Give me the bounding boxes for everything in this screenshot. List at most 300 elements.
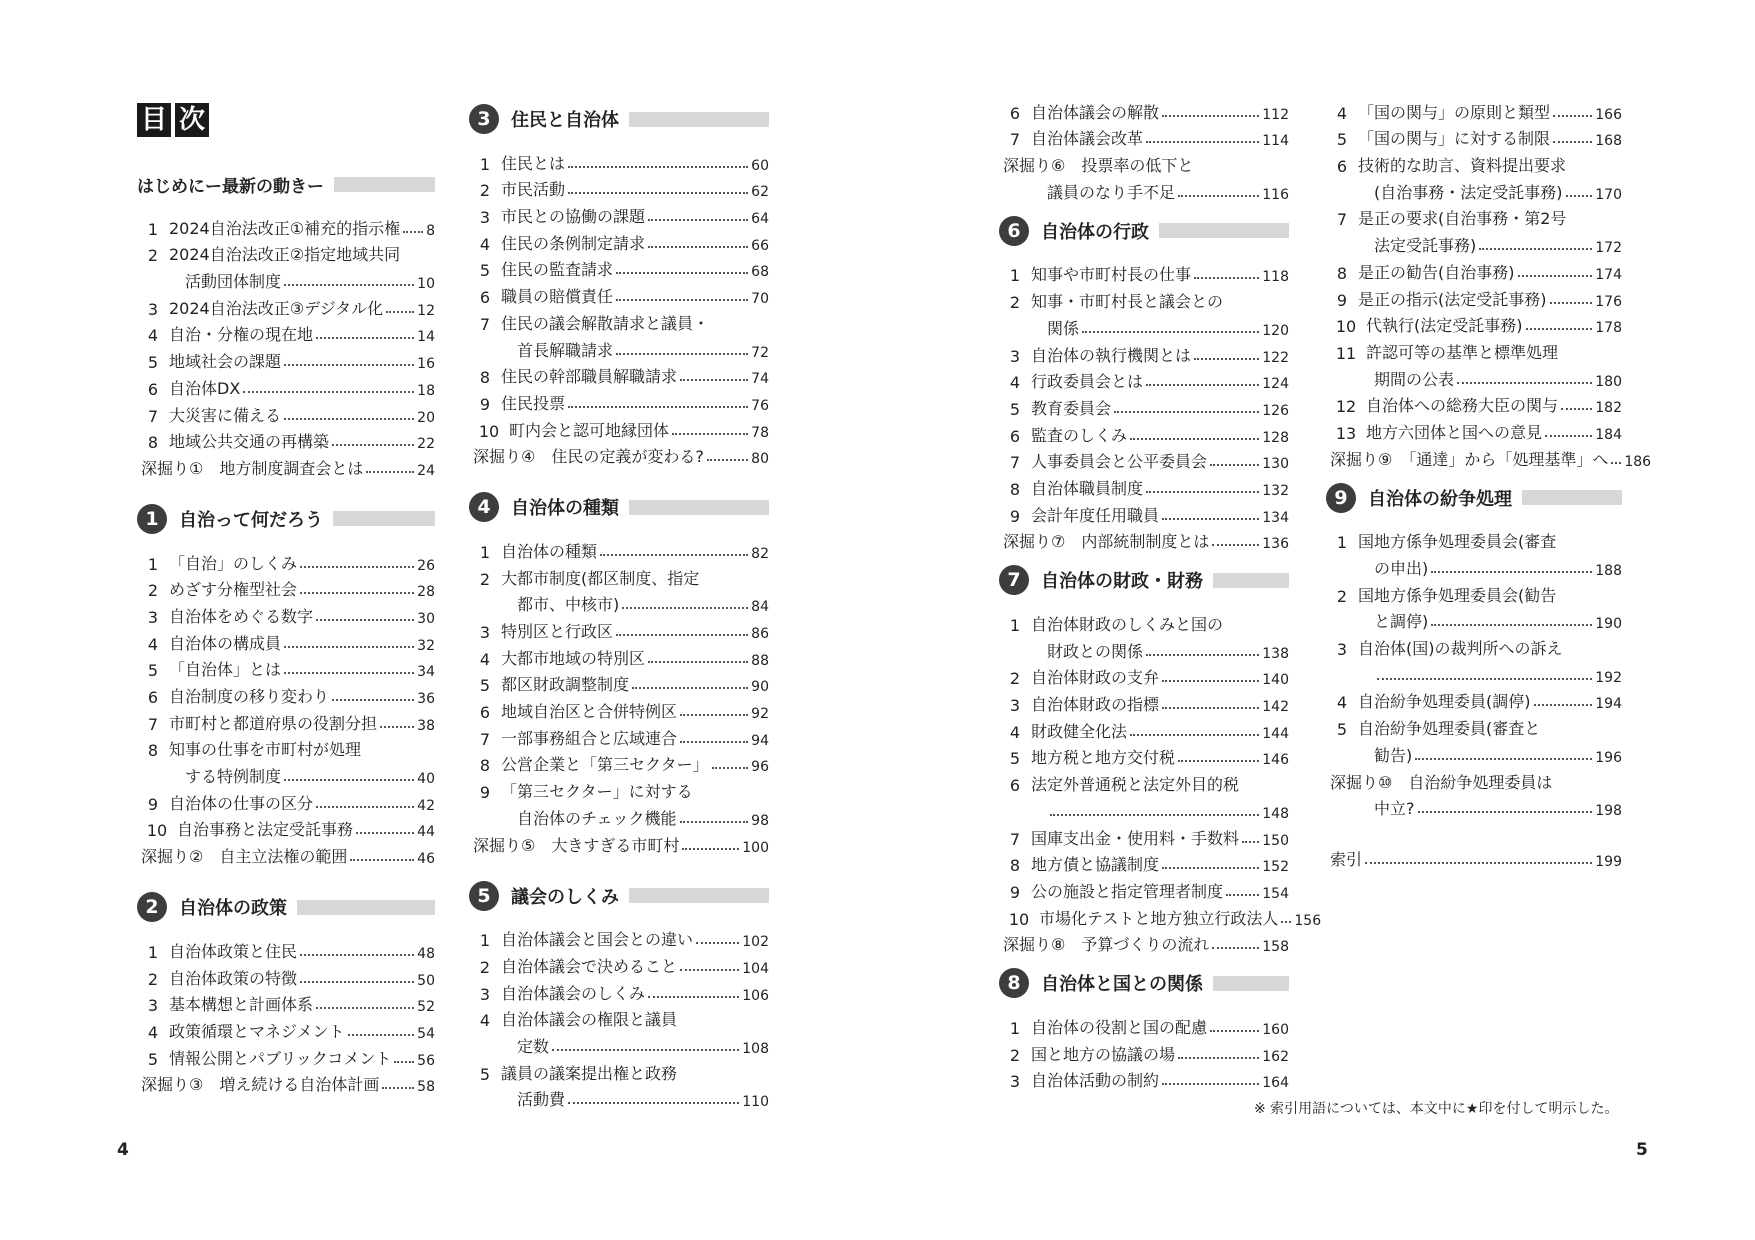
toc-column-3: [999, 96, 1322, 1092]
entry-number: 1: [147, 219, 159, 239]
toc-entry[interactable]: [999, 392, 1289, 419]
entry-page: 160: [1262, 1021, 1289, 1038]
entry-title: 深掘り④ 住民の定義が変わる?: [473, 447, 704, 467]
toc-entry[interactable]: [999, 312, 1289, 339]
leader-dots: [316, 806, 414, 808]
toc-entry[interactable]: [1326, 632, 1622, 659]
toc-entry[interactable]: [137, 989, 435, 1016]
entry-number: 11: [1335, 343, 1357, 363]
leader-dots: [284, 672, 414, 674]
entry-title: 自治体議会で決めること: [501, 956, 678, 976]
entry-number: 9: [479, 783, 491, 803]
entry-number: 3: [1336, 640, 1348, 660]
chapter-7-items: [999, 608, 1322, 956]
entry-title: 法定受託事務): [1374, 236, 1477, 256]
leader-dots: [1146, 384, 1259, 386]
leader-dots: [1553, 141, 1592, 143]
entry-title: 自治体政策と住民: [169, 941, 298, 961]
toc-entry[interactable]: [1326, 283, 1622, 310]
toc-entry[interactable]: [1326, 686, 1622, 713]
toc-entry[interactable]: [469, 775, 769, 802]
leader-dots: [672, 433, 748, 435]
toc-entry[interactable]: [1326, 552, 1622, 579]
toc-entry[interactable]: [469, 227, 769, 254]
entry-number: 10: [1008, 909, 1030, 929]
toc-entry[interactable]: [469, 562, 769, 589]
entry-number: 8: [1336, 263, 1348, 283]
entry-number: 10: [146, 821, 168, 841]
toc-entry[interactable]: [469, 535, 769, 562]
toc-entry[interactable]: [999, 499, 1289, 526]
toc-entry[interactable]: [137, 265, 435, 292]
toc-entry[interactable]: [137, 935, 435, 962]
entry-number: 4: [479, 1011, 491, 1031]
leader-dots: [680, 741, 748, 743]
entry-number: 3: [1009, 1072, 1021, 1092]
toc-entry[interactable]: [137, 212, 435, 239]
entry-title: 住民の監査請求: [501, 260, 614, 280]
entry-number: 5: [147, 1049, 159, 1069]
toc-entry[interactable]: [137, 654, 435, 681]
leader-dots: [1550, 302, 1593, 304]
toc-entry[interactable]: [469, 589, 769, 616]
toc-entry[interactable]: [137, 1042, 435, 1069]
toc-entry[interactable]: [1326, 256, 1622, 283]
chapter-9-items: [1326, 526, 1622, 820]
entry-number: 3: [147, 607, 159, 627]
toc-entry[interactable]: [469, 174, 769, 201]
entry-title: 「国の関与」に対する制限: [1358, 129, 1551, 149]
entry-page: 132: [1262, 482, 1289, 499]
chapter-1-heading: 1 自治って何だろう: [137, 503, 435, 535]
toc-entry[interactable]: [469, 280, 769, 307]
toc-entry[interactable]: [999, 902, 1322, 929]
leader-dots: [1146, 491, 1259, 493]
toc-entry[interactable]: [999, 419, 1289, 446]
toc-entry[interactable]: [999, 1011, 1289, 1038]
entry-page: 122: [1262, 349, 1289, 366]
chapter-4-items: [469, 535, 769, 855]
chapter-7-heading: 7 自治体の財政・財務: [999, 564, 1289, 596]
entry-number: 1: [147, 942, 159, 962]
toc-entry[interactable]: [1326, 390, 1622, 417]
entry-number: 1: [1009, 616, 1021, 635]
entry-title: 国庫支出金・使用料・手数料: [1031, 828, 1240, 848]
leader-dots: [1162, 680, 1259, 682]
toc-entry[interactable]: [1326, 416, 1622, 443]
entry-title: 関係: [1047, 318, 1080, 338]
entry-title: 自治体の執行機関とは: [1031, 345, 1192, 365]
toc-entry[interactable]: [1326, 659, 1622, 686]
toc-entry[interactable]: [469, 147, 769, 174]
toc-entry[interactable]: [999, 795, 1289, 822]
entry-number: 4: [479, 234, 491, 254]
leader-dots: [300, 981, 414, 983]
entry-title: 国地方係争処理委員会(審査: [1358, 532, 1557, 552]
section-heading-intro: はじめにー最新の動きー: [137, 168, 435, 200]
entry-title: めざす分権型社会: [169, 580, 298, 600]
entry-number: 2: [1336, 586, 1348, 606]
entry-title: 技術的な助言、資料提出要求: [1358, 156, 1567, 176]
chapter-4-heading: 4 自治体の種類: [469, 491, 769, 523]
entry-page: 94: [751, 732, 769, 749]
toc-entry[interactable]: [999, 339, 1289, 366]
entry-title: 国地方係争処理委員会(勧告: [1358, 585, 1557, 605]
toc-entry[interactable]: [469, 669, 769, 696]
entry-number: 9: [1009, 882, 1021, 902]
entry-title: 自治体議会改革: [1031, 129, 1144, 149]
leader-dots: [332, 699, 414, 701]
toc-entry[interactable]: [469, 441, 769, 468]
entry-page: 186: [1624, 453, 1652, 470]
entry-title: 基本構想と計画体系: [169, 995, 314, 1015]
toc-entry[interactable]: [1326, 579, 1622, 606]
entry-number: 6: [1336, 157, 1348, 177]
entry-number: 7: [479, 729, 491, 749]
toc-column-2: [469, 103, 769, 1110]
toc-entry[interactable]: [469, 1057, 769, 1084]
leader-dots: [622, 607, 748, 609]
toc-entry[interactable]: [999, 526, 1289, 553]
chapter-2-heading: 2 自治体の政策: [137, 891, 435, 923]
toc-entry[interactable]: [1326, 176, 1622, 203]
toc-entry[interactable]: [469, 200, 769, 227]
leader-dots: [1415, 758, 1592, 760]
entry-title: 市民活動: [501, 180, 566, 200]
entry-title: 自治体財政の支弁: [1031, 668, 1160, 688]
entry-page: 86: [751, 626, 769, 642]
entry-title: 自治体活動の制約: [1031, 1071, 1160, 1091]
leader-dots: [1146, 654, 1259, 656]
leader-dots: [1377, 678, 1592, 680]
entry-page: 196: [1595, 749, 1622, 766]
entry-page: 92: [751, 706, 769, 723]
toc-entry[interactable]: [1326, 443, 1652, 470]
toc-entry[interactable]: [1326, 149, 1622, 176]
entry-title: 知事の仕事を市町村が処理: [169, 740, 362, 760]
entry-page: 118: [1262, 269, 1289, 286]
leader-dots: [682, 848, 739, 850]
entry-page: 12: [417, 302, 435, 319]
entry-title: 期間の公表: [1374, 369, 1455, 389]
toc-entry[interactable]: [469, 615, 769, 642]
leader-dots: [568, 166, 748, 168]
toc-entry[interactable]: [137, 760, 435, 787]
toc-entry[interactable]: [1326, 739, 1622, 766]
entry-title: 都市、中核市): [517, 595, 620, 615]
toc-entry[interactable]: [1326, 123, 1622, 150]
toc-entry[interactable]: [137, 574, 435, 601]
toc-entry[interactable]: [1326, 310, 1622, 337]
entry-number: 4: [1336, 693, 1348, 713]
entry-title: 自治体財政のしくみと国の: [1031, 615, 1224, 634]
toc-entry[interactable]: [469, 1084, 769, 1111]
leader-dots: [696, 942, 739, 944]
entry-number: 3: [479, 984, 491, 1004]
entry-title: 是正の要求(自治事務・第2号: [1358, 209, 1567, 229]
toc-entry[interactable]: [999, 366, 1289, 393]
toc-entry[interactable]: [137, 547, 435, 574]
toc-entry[interactable]: [999, 875, 1289, 902]
toc-entry[interactable]: [137, 707, 435, 734]
toc-entry[interactable]: [469, 924, 769, 951]
entry-page: 178: [1595, 320, 1622, 337]
entry-page: 36: [417, 691, 435, 707]
toc-entry[interactable]: [469, 307, 769, 334]
entry-page: 144: [1262, 725, 1289, 742]
toc-entry[interactable]: [999, 1065, 1289, 1092]
toc-entry[interactable]: [1326, 336, 1622, 363]
toc-entry[interactable]: [137, 426, 435, 453]
toc-entry[interactable]: [137, 680, 435, 707]
entry-number: 6: [1009, 776, 1021, 796]
entry-page: 168: [1595, 133, 1622, 150]
leader-dots: [1162, 1083, 1259, 1085]
entry-title: 自治紛争処理委員(調停): [1358, 692, 1531, 712]
chapter-8-items: [999, 1011, 1289, 1091]
entry-title: 2024自治法改正③デジタル化: [169, 298, 384, 318]
toc-entry[interactable]: [137, 962, 435, 989]
entry-title: 会計年度任用職員: [1031, 505, 1160, 525]
toc-entry[interactable]: [999, 259, 1289, 286]
chapter-6-heading: 6 自治体の行政: [999, 215, 1289, 247]
toc-entry[interactable]: [999, 768, 1289, 795]
toc-entry[interactable]: [999, 822, 1289, 849]
toc-entry[interactable]: [999, 662, 1289, 689]
toc-entry[interactable]: [137, 840, 435, 867]
entry-page: 100: [742, 839, 769, 856]
toc-entry[interactable]: [469, 334, 769, 361]
toc-entry[interactable]: [1326, 766, 1622, 793]
entry-title: 自治体議会と国会との違い: [501, 930, 694, 950]
toc-entry[interactable]: [1326, 526, 1622, 553]
toc-entry[interactable]: [137, 452, 435, 479]
toc-entry[interactable]: [469, 695, 769, 722]
entry-number: 6: [147, 688, 159, 707]
entry-page: 64: [751, 211, 769, 228]
toc-entry[interactable]: [999, 1038, 1289, 1065]
leader-dots: [648, 661, 748, 663]
toc-entry[interactable]: [999, 635, 1289, 662]
toc-entry[interactable]: [469, 642, 769, 669]
toc-entry[interactable]: [999, 149, 1289, 176]
toc-entry[interactable]: [1326, 712, 1622, 739]
leader-dots: [394, 1061, 414, 1063]
toc-entry[interactable]: [999, 176, 1289, 203]
entry-title: 「第三セクター」に対する: [501, 782, 693, 802]
entry-page: 60: [751, 157, 769, 174]
entry-number: 6: [147, 379, 159, 399]
entry-page: 98: [751, 812, 769, 829]
entry-title: 自治体政策の特徴: [169, 968, 298, 988]
entry-number: 10: [478, 421, 500, 441]
toc-entry[interactable]: [999, 929, 1289, 956]
entry-title: 職員の賠償責任: [501, 287, 614, 307]
leader-dots: [680, 821, 749, 823]
entry-number: 2: [1009, 293, 1021, 313]
entry-number: 2: [479, 957, 491, 977]
entry-number: 3: [1009, 696, 1021, 716]
entry-number: 7: [1009, 130, 1021, 150]
entry-number: 7: [147, 406, 159, 426]
leader-dots: [680, 379, 748, 381]
toc-entry[interactable]: [1326, 96, 1622, 123]
leader-dots: [350, 859, 414, 861]
entry-page: 190: [1595, 616, 1622, 633]
entry-page: 184: [1595, 426, 1622, 443]
leader-dots: [284, 418, 414, 420]
entry-title: 情報公開とパブリックコメント: [169, 1048, 392, 1068]
toc-entry[interactable]: [999, 285, 1289, 312]
toc-entry[interactable]: [137, 1069, 435, 1096]
entry-title: 勧告): [1374, 745, 1413, 765]
toc-entry[interactable]: [469, 977, 769, 1004]
toc-entry[interactable]: [137, 345, 435, 372]
entry-number: 12: [1335, 397, 1357, 417]
entry-title: 深掘り⑨ 「通達」から「処理基準」へ: [1330, 449, 1609, 469]
chapter-6-items: [999, 259, 1289, 553]
leader-dots: [1431, 571, 1592, 573]
entry-number: 4: [1009, 373, 1021, 393]
toc-entry[interactable]: [999, 742, 1289, 769]
entry-page: 68: [751, 264, 769, 281]
entry-number: 5: [479, 676, 491, 696]
toc-entry[interactable]: [999, 472, 1289, 499]
entry-number: 2: [147, 969, 159, 989]
entry-number: 1: [1336, 533, 1348, 553]
entry-page: 72: [751, 344, 769, 361]
entry-title: 人事委員会と公平委員会: [1031, 452, 1208, 472]
entry-page: 16: [417, 356, 435, 373]
toc-entry[interactable]: [137, 239, 435, 266]
leader-dots: [1561, 408, 1592, 410]
toc-entry[interactable]: [469, 1030, 769, 1057]
toc-entry[interactable]: [137, 319, 435, 346]
entry-page: 128: [1262, 429, 1289, 446]
toc-entry[interactable]: [137, 787, 435, 814]
toc-entry[interactable]: [469, 1004, 769, 1031]
toc-entry[interactable]: [469, 829, 769, 856]
leader-dots: [382, 1087, 414, 1089]
toc-entry[interactable]: [1326, 203, 1622, 230]
leader-dots: [648, 996, 739, 998]
entry-page: 142: [1262, 699, 1289, 716]
entry-number: 3: [147, 299, 159, 319]
entry-page: 88: [751, 652, 769, 669]
leader-dots: [1162, 115, 1259, 117]
toc-entry[interactable]: [137, 399, 435, 426]
leader-dots: [1457, 382, 1592, 384]
leader-dots: [568, 192, 748, 194]
toc-entry[interactable]: [1326, 229, 1622, 256]
entry-page: 174: [1595, 266, 1622, 283]
toc-entry[interactable]: [1326, 363, 1622, 390]
chapter-8-heading: 8 自治体と国との関係: [999, 967, 1289, 999]
toc-entry[interactable]: [469, 802, 769, 829]
toc-entry[interactable]: [137, 627, 435, 654]
entry-page: 8: [426, 222, 435, 239]
toc-entry[interactable]: [469, 414, 769, 441]
leader-dots: [1050, 814, 1259, 816]
toc-entry[interactable]: [137, 734, 435, 761]
toc-entry[interactable]: [999, 849, 1289, 876]
entry-title: 都区財政調整制度: [501, 675, 630, 695]
entry-title: 「自治体」とは: [169, 660, 282, 680]
toc-entry[interactable]: [999, 96, 1289, 123]
entry-title: 活動費: [517, 1090, 566, 1110]
leader-dots: [1130, 734, 1259, 736]
toc-entry[interactable]: [137, 814, 435, 841]
toc-entry[interactable]: [469, 387, 769, 414]
leader-dots: [284, 364, 414, 366]
leader-dots: [568, 1102, 739, 1104]
entry-number: 8: [479, 368, 491, 388]
entry-page: 46: [417, 851, 435, 868]
toc-entry[interactable]: [137, 372, 435, 399]
toc-entry[interactable]: [137, 1015, 435, 1042]
entry-title: 地方債と協議制度: [1031, 855, 1160, 875]
leader-dots: [316, 337, 414, 339]
entry-number: 2: [479, 569, 491, 589]
toc-entry[interactable]: [999, 123, 1289, 150]
toc-entry[interactable]: [999, 688, 1289, 715]
page-number-right: 5: [1636, 1140, 1648, 1160]
entry-number: 5: [147, 353, 159, 373]
leader-dots: [1242, 841, 1259, 843]
toc-entry[interactable]: [1326, 793, 1622, 820]
toc-entry[interactable]: [999, 608, 1289, 635]
toc-entry[interactable]: [469, 722, 769, 749]
entry-number: 7: [1009, 829, 1021, 849]
toc-entry[interactable]: [469, 950, 769, 977]
toc-entry[interactable]: [137, 600, 435, 627]
entry-page: 34: [417, 664, 435, 681]
leader-dots: [616, 353, 748, 355]
entry-title: 深掘り② 自主立法権の範囲: [141, 847, 348, 867]
entry-page: 54: [417, 1025, 435, 1042]
entry-title: 知事・市町村長と議会との: [1031, 292, 1224, 312]
entry-page: 28: [417, 584, 435, 601]
toc-entry[interactable]: [469, 361, 769, 388]
entry-page: 136: [1262, 536, 1289, 553]
entry-title: 「国の関与」の原則と類型: [1358, 102, 1551, 122]
entry-number: 3: [147, 996, 159, 1016]
entry-page: 152: [1262, 859, 1289, 876]
toc-entry[interactable]: [469, 254, 769, 281]
entry-page: 96: [751, 759, 769, 776]
entry-number: 7: [147, 714, 159, 734]
entry-number: 8: [479, 756, 491, 776]
toc-entry[interactable]: [999, 715, 1289, 742]
entry-title: 自治体の役割と国の配慮: [1031, 1017, 1208, 1037]
index-entry[interactable]: 索引 199: [1330, 849, 1622, 870]
leader-dots: [1545, 435, 1592, 437]
toc-entry[interactable]: [469, 749, 769, 776]
entry-page: 66: [751, 237, 769, 254]
entry-title: 法定外普通税と法定外目的税: [1031, 775, 1240, 795]
entry-number: 1: [1009, 266, 1021, 286]
entry-page: 30: [417, 610, 435, 627]
entry-title: 大都市地域の特別区: [501, 648, 646, 668]
entry-page: 192: [1595, 669, 1622, 686]
entry-number: 5: [1336, 130, 1348, 150]
toc-entry[interactable]: [999, 446, 1289, 473]
entry-number: 8: [147, 741, 159, 761]
entry-page: 116: [1262, 186, 1289, 203]
leader-dots: [600, 554, 748, 556]
toc-entry[interactable]: [137, 292, 435, 319]
toc-entry[interactable]: [1326, 606, 1622, 633]
